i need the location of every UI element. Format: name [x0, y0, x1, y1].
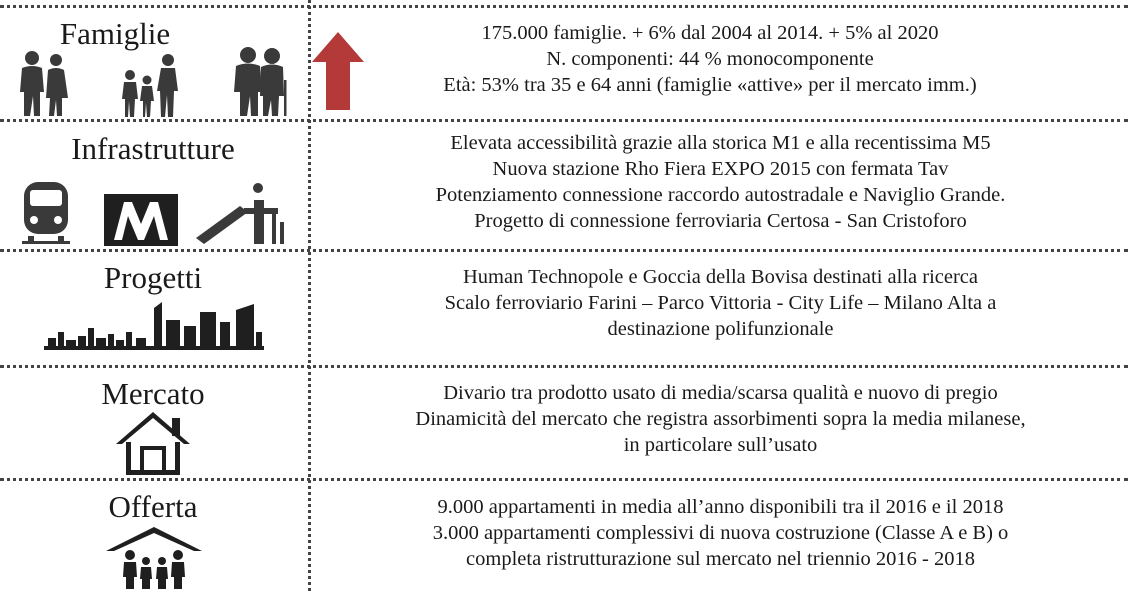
row-description	[318, 494, 1123, 572]
description-line: Età: 53% tra 35 e 64 anni (famiglie «attive» per il mercato imm.)	[443, 74, 977, 96]
table-row	[0, 122, 1128, 248]
description-line: Elevata accessibilità grazie alla storica M1 e alla recentissima M5	[450, 132, 991, 154]
row-description	[318, 264, 1123, 342]
description-line: N. componenti: 44 % monocomponente	[546, 48, 874, 70]
up-arrow-icon	[310, 30, 366, 112]
family-silhouette-icon	[118, 53, 180, 117]
table-row	[0, 481, 1128, 591]
family-under-roof-icon	[104, 525, 204, 589]
highway-construction-icon	[194, 182, 290, 244]
description-line: in particolare sull’usato	[623, 434, 818, 456]
row-description	[370, 20, 1050, 98]
description-line: Scalo ferroviario Farini – Parco Vittoria - City Life – Milano Alta a	[444, 292, 997, 314]
description-line: Divario tra prodotto usato di media/scarsa qualità e nuovo di pregio	[443, 382, 998, 404]
table-row	[0, 8, 1128, 118]
row-description	[318, 130, 1123, 234]
city-skyline-icon	[44, 302, 264, 360]
description-line: 9.000 appartamenti in media all’anno disponibili tra il 2016 e il 2018	[437, 496, 1004, 518]
metro-logo-icon	[104, 194, 178, 246]
description-line: Human Technopole e Goccia della Bovisa destinati alla ricerca	[462, 266, 979, 288]
category-label: Famiglie	[59, 16, 171, 51]
category-label: Mercato	[101, 376, 205, 411]
description-line: Potenziamento connessione raccordo autostradale e Naviglio Grande.	[435, 184, 1006, 206]
description-line: Dinamicità del mercato che registra assorbimenti sopra la media milanese,	[415, 408, 1026, 430]
train-icon	[20, 180, 72, 244]
house-icon	[114, 410, 192, 476]
description-line: completa ristrutturazione sul mercato nel triennio 2016 - 2018	[466, 548, 975, 570]
description-line: Progetto di connessione ferroviaria Certosa - San Cristoforo	[474, 210, 967, 232]
category-label: Offerta	[108, 489, 198, 524]
couple-silhouette-icon	[14, 48, 74, 116]
table-row	[0, 252, 1128, 364]
description-line: destinazione polifunzionale	[607, 318, 834, 340]
description-line: 3.000 appartamenti complessivi di nuova costruzione (Classe A e B) o	[432, 522, 1009, 544]
description-line: Nuova stazione Rho Fiera EXPO 2015 con fermata Tav	[492, 158, 949, 180]
category-label: Infrastrutture	[71, 131, 235, 166]
category-label: Progetti	[103, 260, 203, 295]
row-description	[318, 380, 1123, 458]
elderly-couple-silhouette-icon	[232, 46, 290, 116]
description-line: 175.000 famiglie. + 6% dal 2004 al 2014. + 5% al 2020	[481, 22, 939, 44]
table-row	[0, 368, 1128, 477]
